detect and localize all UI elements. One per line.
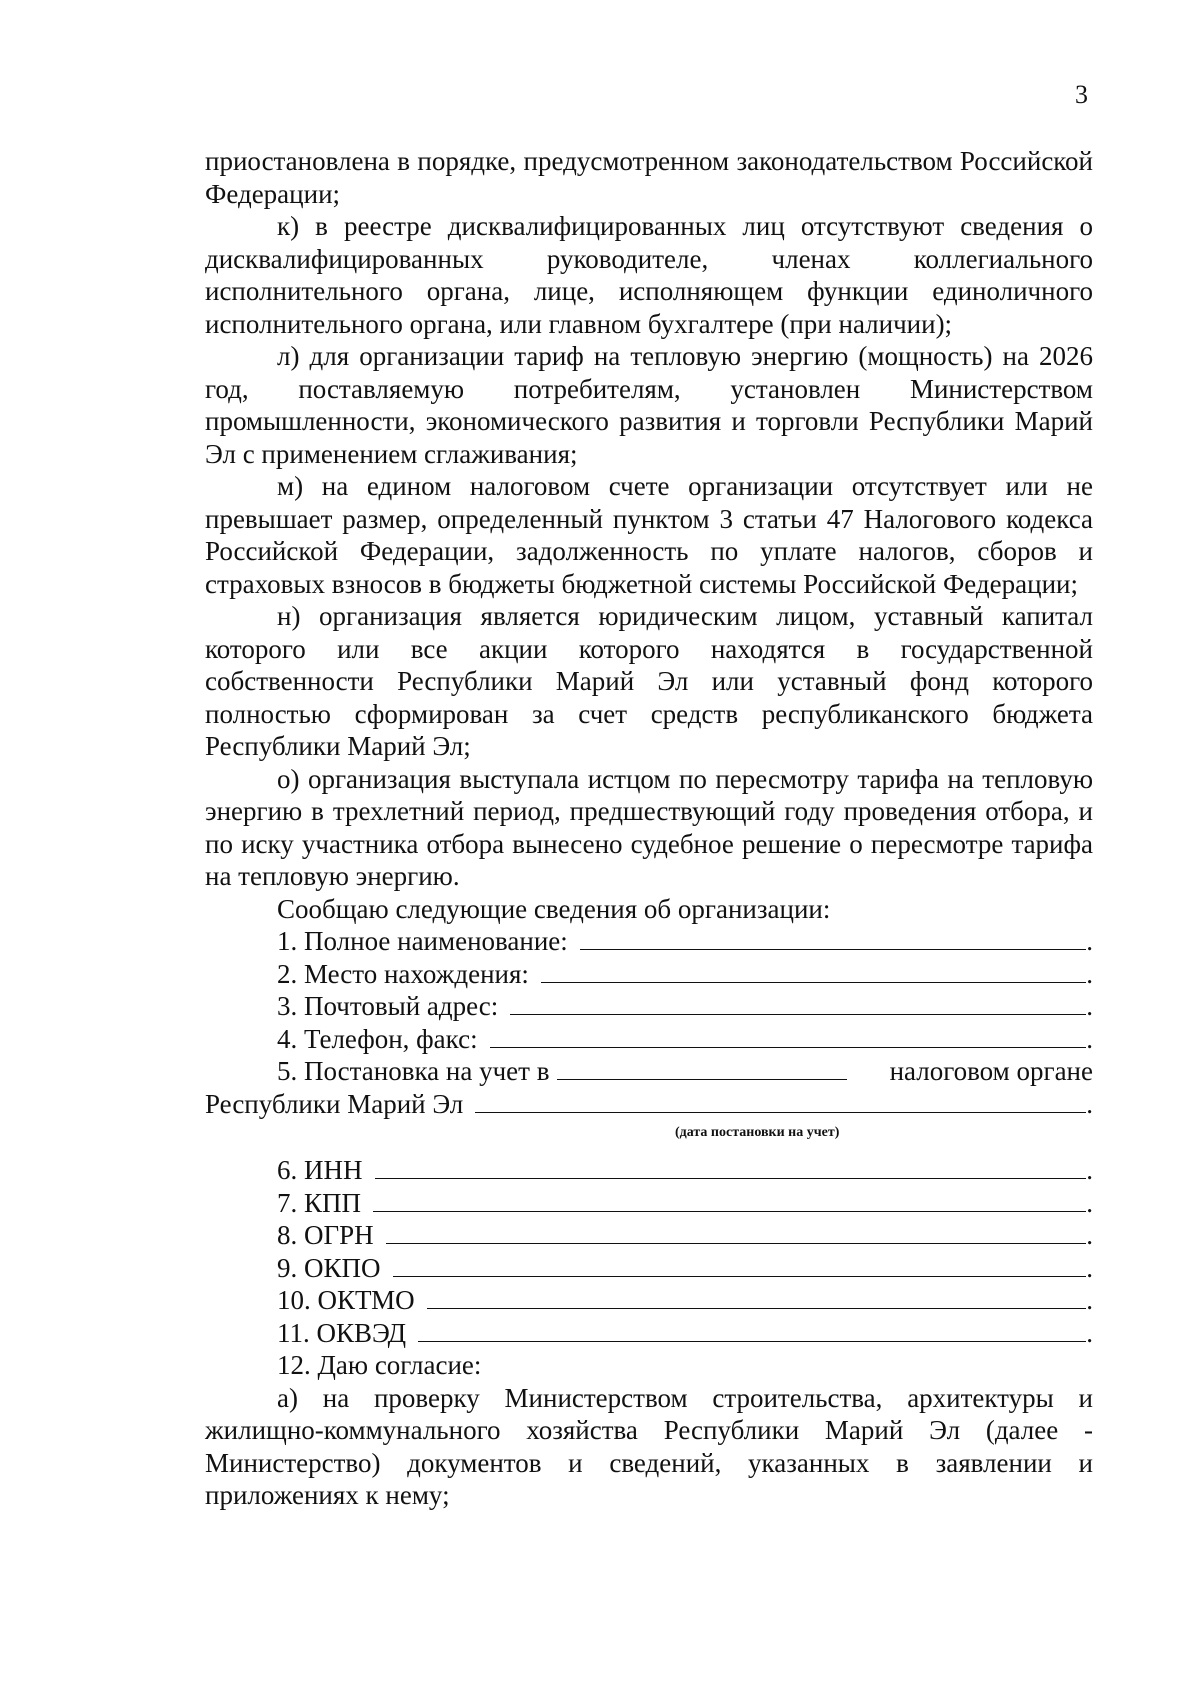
field-dot: . (1086, 958, 1093, 989)
paragraph-m: м) на едином налоговом счете организации отсутствует или не превышает размер, определенный пунктом 3 статьи 47 Налогового кодекса Российской Федерации, задолженность по уплате налогов, сборов и страховых взносов в бюджеты бюджетной системы Российской Федерации; (205, 471, 1093, 599)
field-ogrn (205, 1219, 1093, 1252)
paragraph-l: л) для организации тариф на тепловую энергию (мощность) на 2026 год, поставляемую потребителям, установлен Министерством промышленности, экономического развития и торговли Республики Марий Эл с применением сглаживания; (205, 341, 1093, 469)
field-label: 1. Полное наименование: (277, 926, 568, 956)
field-label: 8. ОГРН (277, 1220, 374, 1250)
field-phone-fax (205, 1023, 1093, 1056)
paragraph-n: н) организация является юридическим лицом, уставный капитал которого или все акции которого находятся в государственной собственности Республики Марий Эл или уставный фонд которого полностью сформирован за счет средств республиканского бюджета Республики Марий Эл; (205, 601, 1093, 761)
location-blank[interactable] (541, 958, 1086, 983)
field-dot: . (1086, 1187, 1093, 1218)
consent-heading: 12. Даю согласие: (277, 1350, 482, 1380)
page-number: 3 (1075, 80, 1088, 109)
paragraph-continuation: приостановлена в порядке, предусмотренном законодательством Российской Федерации; (205, 146, 1093, 209)
field-label: 5. Постановка на учет в (277, 1056, 550, 1086)
phone-fax-blank[interactable] (490, 1023, 1087, 1048)
field-inn (205, 1154, 1093, 1187)
postal-address-blank[interactable] (510, 990, 1086, 1015)
field-label: налоговом органе (889, 1056, 1093, 1086)
field-label: 11. ОКВЭД (277, 1317, 406, 1348)
field-full-name (205, 925, 1093, 958)
field-dot: . (1086, 991, 1093, 1021)
field-dot: . (1086, 1285, 1093, 1315)
field-dot: . (1086, 1023, 1093, 1054)
field-location (205, 958, 1093, 991)
field-dot: . (1086, 1155, 1093, 1185)
field-oktmo (205, 1284, 1093, 1317)
registration-date-caption: (дата постановки на учет) (675, 1125, 840, 1140)
field-okved (205, 1317, 1093, 1350)
field-dot: . (1086, 1317, 1093, 1348)
field-tax-registration-region (205, 1088, 1093, 1121)
field-okpo (205, 1252, 1093, 1285)
field-postal-address (205, 990, 1093, 1023)
field-label: 4. Телефон, факс: (277, 1023, 478, 1054)
field-dot: . (1086, 1088, 1093, 1119)
paragraph-k: к) в реестре дисквалифицированных лиц отсутствуют сведения о дисквалифицированных руководителе, членах коллегиального исполнительного органа, лице, исполняющем функции единоличного исполнительного органа, или главном бухгалтере (при наличии); (205, 211, 1093, 339)
field-dot: . (1086, 1252, 1093, 1283)
ogrn-blank[interactable] (386, 1219, 1087, 1244)
field-label: 10. ОКТМО (277, 1285, 415, 1315)
okved-blank[interactable] (418, 1317, 1086, 1342)
field-label: 2. Место нахождения: (277, 958, 529, 989)
field-label: 6. ИНН (277, 1155, 363, 1185)
inn-blank[interactable] (375, 1154, 1087, 1179)
okpo-blank[interactable] (393, 1252, 1087, 1277)
field-kpp (205, 1187, 1093, 1220)
oktmo-blank[interactable] (427, 1284, 1087, 1309)
consent-item-a: а) на проверку Министерством строительства, архитектуры и жилищно-коммунального хозяйства Республики Марий Эл (далее - Министерство) документов и сведений, указанных в заявлении и приложениях к нему; (205, 1382, 1093, 1510)
field-label: 7. КПП (277, 1187, 362, 1218)
field-label: 9. ОКПО (277, 1252, 381, 1283)
field-label: Республики Марий Эл (205, 1088, 464, 1119)
field-dot: . (1086, 926, 1093, 956)
registration-date-blank[interactable] (475, 1088, 1086, 1113)
field-label: 3. Почтовый адрес: (277, 991, 499, 1021)
document-body (205, 145, 1093, 1512)
field-dot: . (1086, 1220, 1093, 1250)
info-intro: Сообщаю следующие сведения об организации: (277, 893, 831, 924)
full-name-blank[interactable] (580, 925, 1086, 950)
paragraph-o: о) организация выступала истцом по пересмотру тарифа на тепловую энергию в трехлетний период, предшествующий году проведения отбора, и по иску участника отбора вынесено судебное решение о пересмотре тарифа на тепловую энергию. (205, 763, 1093, 891)
field-tax-registration (205, 1055, 1093, 1088)
kpp-blank[interactable] (373, 1187, 1086, 1212)
tax-authority-blank[interactable] (557, 1055, 847, 1080)
